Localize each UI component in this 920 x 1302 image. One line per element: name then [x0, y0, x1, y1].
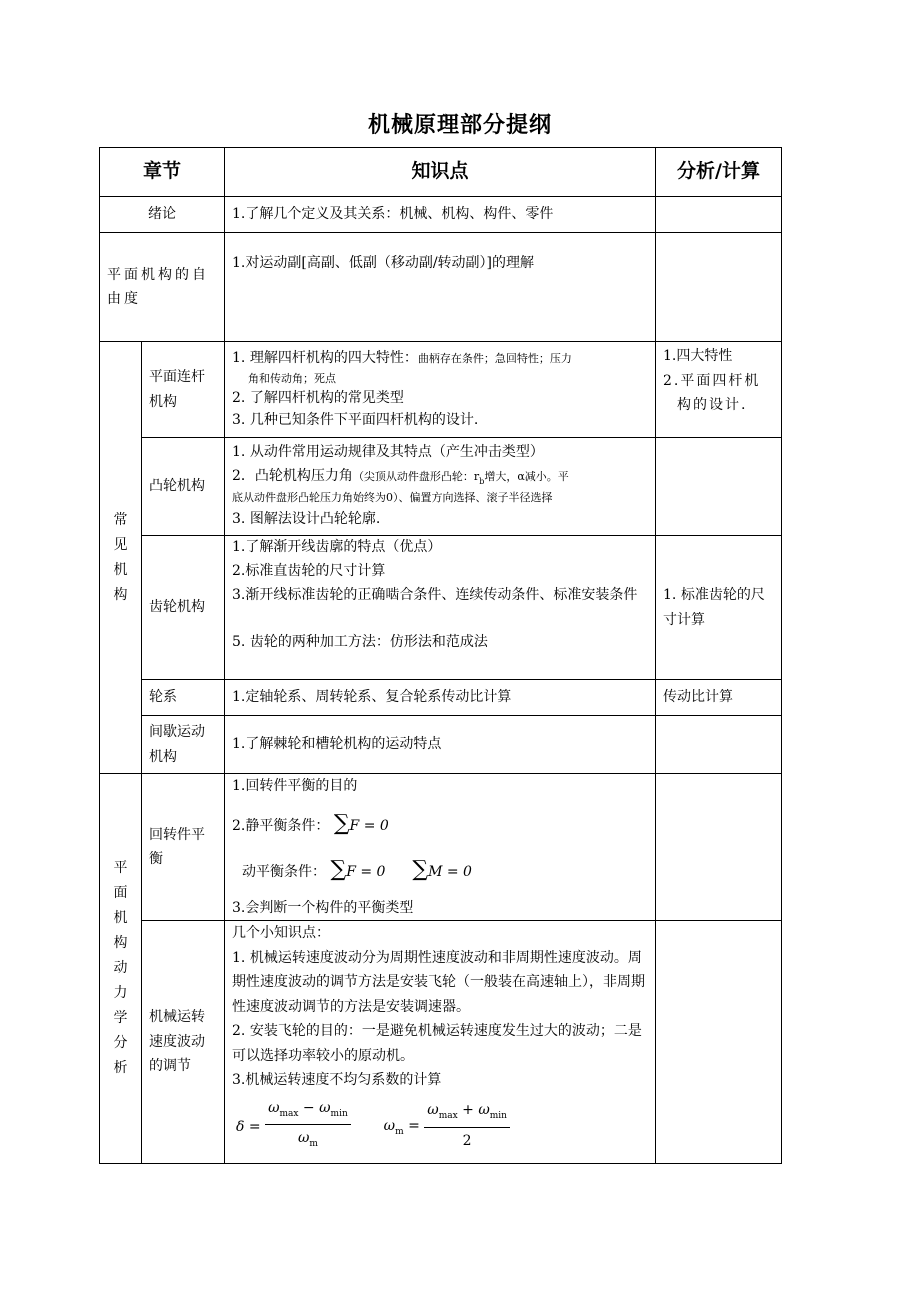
common-label-char: 见: [113, 536, 128, 553]
plus-sign: +: [457, 1102, 479, 1119]
gear-item-3: 3.渐开线标准齿轮的正确啮合条件、连续传动条件、标准安装条件: [232, 586, 638, 603]
header-chapter: 章节: [100, 148, 225, 197]
omega-symbol: ω: [383, 1117, 396, 1134]
linkage-analysis-1: 1.四大特性: [663, 348, 733, 364]
omega-m-label: [383, 1117, 420, 1137]
gear-name: 齿轮机构: [142, 536, 225, 680]
dynamics-label-char: 动: [113, 960, 128, 976]
dynamic-balance-label: 动平衡条件：: [242, 864, 327, 880]
common-label: [100, 342, 142, 774]
row-cam: [100, 438, 782, 536]
speed-item-2: 2. 安装飞轮的目的：一是避免机械运转速度发生过大的波动；二是可以选择功率较小的原动机。: [232, 1023, 642, 1064]
sub-min: min: [489, 1111, 507, 1122]
cam-item-2-main: 2．凸轮机构压力角: [232, 468, 353, 485]
balance-item-1: 1.回转件平衡的目的: [232, 778, 358, 794]
balance-dynamic: [232, 851, 648, 890]
cam-name: 凸轮机构: [142, 438, 225, 536]
header-row: [100, 148, 782, 197]
omega-symbol: ω: [478, 1102, 490, 1119]
gear-item-5: 5. 齿轮的两种加工方法：仿形法和范成法: [232, 634, 488, 651]
cam-item-2-detail-b: 增大，α减小。平: [484, 470, 569, 484]
row-intro: [100, 197, 782, 233]
speed-name: 机械运转速度波动的调节: [142, 921, 225, 1164]
intermittent-name: 间歇运动机构: [142, 716, 225, 774]
omega-symbol: ω: [427, 1102, 439, 1119]
row-gear-train: [100, 680, 782, 716]
omega-symbol: ω: [297, 1130, 310, 1147]
cam-item-2-detail: （尖顶从动件盘形凸轮：r: [352, 470, 480, 484]
linkage-analysis-2: 2.平面四杆机构的设计.: [663, 372, 761, 413]
delta-denominator: [265, 1125, 351, 1157]
static-formula-text: F = 0: [349, 817, 389, 834]
dof-analysis: [656, 233, 782, 342]
gear-train-analysis: 传动比计算: [656, 680, 782, 716]
sigma-symbol: ∑: [412, 857, 429, 882]
gear-knowledge: [225, 536, 656, 680]
linkage-knowledge: [225, 342, 656, 438]
balance-knowledge: [225, 774, 656, 921]
dynamics-label-char: 分: [113, 1035, 128, 1051]
cam-knowledge: [225, 438, 656, 536]
dynamics-label-char: 学: [113, 1010, 128, 1026]
page-title: 机械原理部分提纲: [367, 113, 552, 138]
linkage-item-1-detail-b: 角和传动角；死点: [248, 371, 337, 385]
dynamic-balance-formula-m: [412, 857, 472, 882]
gear-train-name: 轮系: [142, 680, 225, 716]
linkage-name: 平面连杆机构: [142, 342, 225, 438]
static-balance-formula: [333, 810, 389, 836]
balance-name: 回转件平衡: [142, 774, 225, 921]
header-knowledge: 知识点: [225, 148, 656, 197]
speed-item-1: 1. 机械运转速度波动分为周期性速度波动和非周期性速度波动。周期性速度波动的调节方法是安装飞轮（一般装在高速轴上），非周期性速度波动调节的方法是安装调速器。: [232, 949, 646, 1015]
dynamic-balance-formula-f: [330, 857, 386, 882]
sub-min: min: [330, 1108, 348, 1119]
gear-spacer: [232, 607, 648, 631]
speed-item-3: 3.机械运转速度不均匀系数的计算: [232, 1072, 442, 1088]
dynamics-label-char: 构: [113, 935, 128, 951]
delta-label: δ =: [236, 1118, 261, 1135]
intro-text: 1.了解几个定义及其关系：机械、机构、构件、零件: [225, 197, 656, 233]
common-label-char: 构: [113, 586, 128, 603]
gear-analysis: 1. 标准齿轮的尺寸计算: [656, 536, 782, 680]
speed-intro: 几个小知识点：: [232, 925, 331, 941]
intro-analysis: [656, 197, 782, 233]
sigma-symbol: ∑: [330, 857, 347, 882]
sub-max: max: [279, 1108, 299, 1119]
speed-formulas: [232, 1097, 648, 1158]
linkage-item-1-main: 1. 理解四杆机构的四大特性：: [232, 350, 418, 367]
gear-item-2: 2.标准直齿轮的尺寸计算: [232, 562, 386, 579]
linkage-item-1: [232, 347, 648, 369]
omega-m-fraction: [424, 1099, 510, 1154]
dynamic-m-text: M = 0: [428, 864, 472, 880]
gear-train-text: 1.定轴轮系、周转轮系、复合轮系传动比计算: [225, 680, 656, 716]
omega-m-denominator: 2: [462, 1133, 472, 1150]
dof-chapter: [100, 233, 225, 342]
linkage-analysis: [656, 342, 782, 438]
sub-max: max: [438, 1111, 458, 1122]
cam-item-2-sub: b: [479, 477, 485, 487]
balance-item-3: 3.会判断一个构件的平衡类型: [232, 899, 414, 916]
sigma-symbol: ∑: [333, 810, 350, 836]
sub-m: m: [309, 1139, 318, 1150]
dynamic-f-text: F = 0: [346, 864, 386, 880]
balance-item-2-label: 2.静平衡条件：: [232, 817, 330, 834]
sub-m: m: [395, 1126, 404, 1137]
delta-numerator: [265, 1097, 351, 1126]
omega-m-numerator: [424, 1099, 510, 1128]
dynamics-label-char: 面: [113, 885, 128, 901]
cam-item-1: 1. 从动件常用运动规律及其特点（产生冲击类型）: [232, 444, 544, 461]
row-speed: [100, 921, 782, 1164]
dof-chapter-label: 平面机构的自由度: [107, 266, 209, 307]
row-gear: [100, 536, 782, 680]
dynamics-label-char: 力: [113, 985, 128, 1001]
balance-analysis: [656, 774, 782, 921]
common-label-char: 机: [113, 561, 128, 578]
omega-symbol: ω: [319, 1099, 331, 1116]
row-intermittent: [100, 716, 782, 774]
header-analysis: 分析/计算: [656, 148, 782, 197]
outline-table: [99, 147, 782, 1164]
dynamics-label-char: 机: [113, 910, 128, 926]
row-balance: [100, 774, 782, 921]
delta-fraction: [265, 1097, 351, 1158]
dynamics-label-char: 析: [113, 1060, 128, 1076]
dof-text: 1.对运动副[高副、低副（移动副/转动副）]的理解: [225, 233, 656, 342]
balance-item-2: [232, 805, 648, 844]
equals-sign: =: [403, 1117, 420, 1134]
row-dof: [100, 233, 782, 342]
dynamics-label: [100, 774, 142, 1164]
linkage-item-1-detail: 曲柄存在条件；急回特性；压力: [417, 352, 572, 366]
minus-sign: −: [298, 1099, 320, 1116]
linkage-item-2: 2. 了解四杆机构的常见类型: [232, 390, 404, 407]
omega-symbol: ω: [268, 1099, 280, 1116]
speed-analysis: [656, 921, 782, 1164]
gear-item-1: 1.了解渐开线齿廓的特点（优点）: [232, 539, 442, 555]
linkage-item-3: 3. 几种已知条件下平面四杆机构的设计.: [232, 412, 479, 429]
cam-item-3: 3. 图解法设计凸轮轮廓.: [232, 510, 381, 527]
intermittent-text: 1.了解棘轮和槽轮机构的运动特点: [225, 716, 656, 774]
speed-knowledge: [225, 921, 656, 1164]
row-linkage: [100, 342, 782, 438]
cam-item-2-detail-c: 底从动件盘形凸轮压力角始终为0）、偏置方向选择、滚子半径选择: [232, 491, 553, 505]
cam-analysis: [656, 438, 782, 536]
cam-item-2: [232, 465, 648, 489]
intro-chapter: 绪论: [100, 197, 225, 233]
dynamics-label-char: 平: [113, 860, 128, 876]
intermittent-analysis: [656, 716, 782, 774]
common-label-char: 常: [113, 511, 128, 528]
